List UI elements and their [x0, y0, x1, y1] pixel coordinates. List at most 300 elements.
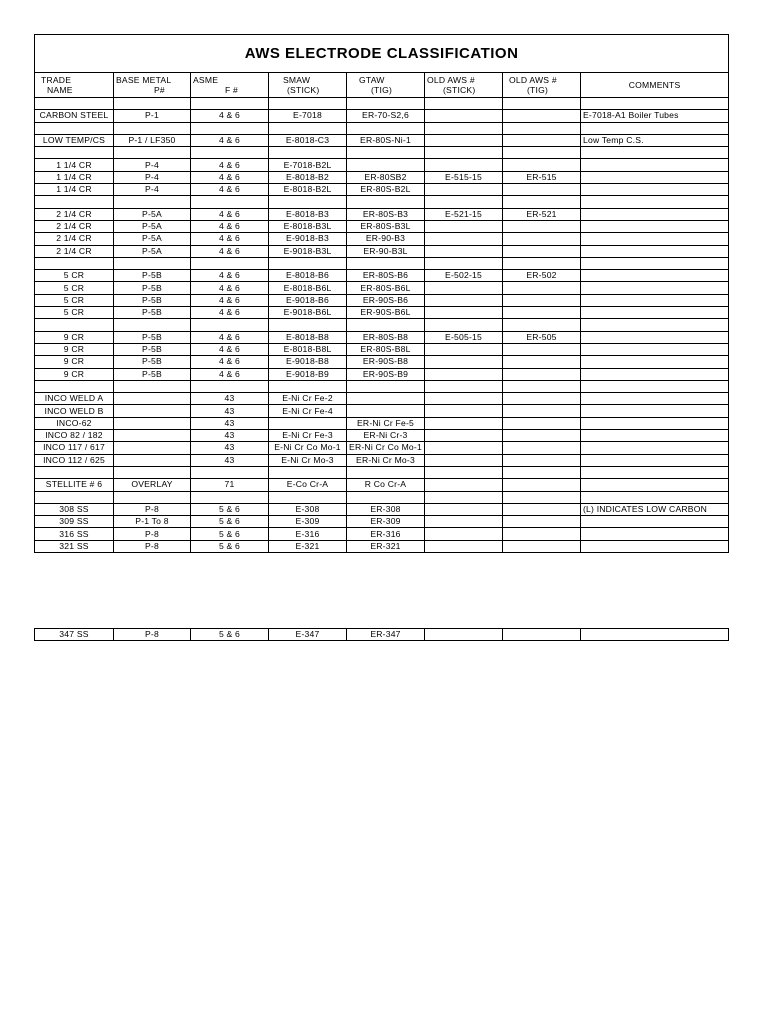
cell-trade-name: 5 CR	[35, 307, 114, 319]
cell-smaw	[269, 196, 347, 208]
cell-old-aws-stick	[425, 540, 503, 552]
cell-comments	[581, 466, 729, 478]
cell-old-aws-tig	[503, 516, 581, 528]
table-row	[35, 393, 729, 405]
table-row	[35, 122, 729, 134]
cell-base-metal	[114, 491, 191, 503]
cell-comments	[581, 491, 729, 503]
cell-comments	[581, 245, 729, 257]
table-row	[35, 270, 729, 282]
cell-asme: 5 & 6	[191, 528, 269, 540]
cell-comments	[581, 417, 729, 429]
cell-comments	[581, 343, 729, 355]
cell-smaw: E-Ni Cr Co Mo-1	[269, 442, 347, 454]
cell-trade-name: INCO-62	[35, 417, 114, 429]
cell-old-aws-stick	[425, 184, 503, 196]
cell-smaw	[269, 466, 347, 478]
cell-smaw: E-8018-B2	[269, 171, 347, 183]
cell-comments	[581, 208, 729, 220]
cell-base-metal	[114, 405, 191, 417]
cell-comments	[581, 331, 729, 343]
cell-asme: 5 & 6	[191, 516, 269, 528]
cell-gtaw: ER-80S-B6L	[347, 282, 425, 294]
cell-old-aws-tig: ER-502	[503, 270, 581, 282]
cell-comments	[581, 393, 729, 405]
cell-trade-name: INCO 82 / 182	[35, 430, 114, 442]
cell-comments	[581, 196, 729, 208]
cell-old-aws-tig	[503, 294, 581, 306]
cell-comments	[581, 442, 729, 454]
header-gtaw	[347, 73, 425, 98]
table-row	[35, 466, 729, 478]
cell-asme: 4 & 6	[191, 220, 269, 232]
table-row	[35, 245, 729, 257]
cell-old-aws-stick	[425, 479, 503, 491]
table-row	[35, 208, 729, 220]
cell-trade-name: INCO 112 / 625	[35, 454, 114, 466]
cell-old-aws-stick	[425, 98, 503, 110]
cell-old-aws-stick	[425, 454, 503, 466]
cell-old-aws-tig	[503, 98, 581, 110]
cell-base-metal	[114, 98, 191, 110]
cell-gtaw: ER-90S-B6	[347, 294, 425, 306]
cell-asme	[191, 380, 269, 392]
cell-gtaw	[347, 257, 425, 269]
cell-old-aws-stick	[425, 491, 503, 503]
table-row	[35, 171, 729, 183]
cell-gtaw: ER-80S-B3	[347, 208, 425, 220]
cell-gtaw	[347, 491, 425, 503]
cell-comments	[581, 430, 729, 442]
header-trade-name-line1: TRADE	[41, 74, 72, 85]
cell-base-metal: P-1 / LF350	[114, 134, 191, 146]
table-row	[35, 356, 729, 368]
table-row	[35, 331, 729, 343]
cell-old-aws-stick	[425, 528, 503, 540]
table-row	[35, 282, 729, 294]
cell-comments	[581, 122, 729, 134]
cell-base-metal: P-8	[114, 540, 191, 552]
cell-base-metal: P-4	[114, 184, 191, 196]
cell-gtaw: ER-347	[347, 629, 425, 641]
cell-old-aws-stick	[425, 405, 503, 417]
cell-old-aws-tig	[503, 629, 581, 641]
cell-asme: 43	[191, 442, 269, 454]
cell-smaw	[269, 257, 347, 269]
table-row	[35, 516, 729, 528]
cell-smaw	[269, 98, 347, 110]
cell-smaw: E-Ni Cr Fe-3	[269, 430, 347, 442]
electrode-table	[34, 34, 729, 553]
cell-gtaw: ER-80SB2	[347, 171, 425, 183]
cell-trade-name	[35, 466, 114, 478]
cell-gtaw	[347, 98, 425, 110]
cell-old-aws-stick	[425, 629, 503, 641]
cell-smaw: E-316	[269, 528, 347, 540]
cell-trade-name: 9 CR	[35, 368, 114, 380]
cell-old-aws-tig	[503, 184, 581, 196]
cell-gtaw: R Co Cr-A	[347, 479, 425, 491]
cell-smaw	[269, 122, 347, 134]
cell-old-aws-stick	[425, 343, 503, 355]
table-row	[35, 417, 729, 429]
cell-base-metal: P-4	[114, 159, 191, 171]
cell-trade-name: 1 1/4 CR	[35, 184, 114, 196]
cell-smaw: E-8018-B3	[269, 208, 347, 220]
cell-base-metal: P-5A	[114, 245, 191, 257]
cell-gtaw: ER-80S-B8L	[347, 343, 425, 355]
cell-smaw: E-309	[269, 516, 347, 528]
cell-comments	[581, 319, 729, 331]
cell-old-aws-tig	[503, 405, 581, 417]
cell-trade-name	[35, 257, 114, 269]
cell-trade-name	[35, 491, 114, 503]
cell-trade-name: INCO WELD A	[35, 393, 114, 405]
cell-gtaw: ER-90-B3	[347, 233, 425, 245]
cell-old-aws-stick	[425, 233, 503, 245]
cell-old-aws-tig: ER-515	[503, 171, 581, 183]
cell-asme	[191, 257, 269, 269]
cell-old-aws-stick	[425, 417, 503, 429]
cell-comments	[581, 171, 729, 183]
cell-old-aws-stick	[425, 356, 503, 368]
cell-old-aws-tig: ER-505	[503, 331, 581, 343]
cell-asme: 4 & 6	[191, 270, 269, 282]
cell-comments	[581, 368, 729, 380]
cell-asme	[191, 196, 269, 208]
cell-trade-name: 9 CR	[35, 356, 114, 368]
cell-old-aws-stick	[425, 282, 503, 294]
cell-smaw: E-9018-B3L	[269, 245, 347, 257]
cell-trade-name: 5 CR	[35, 282, 114, 294]
cell-base-metal: P-5B	[114, 356, 191, 368]
header-base-metal	[114, 73, 191, 98]
cell-old-aws-tig	[503, 257, 581, 269]
cell-asme: 4 & 6	[191, 282, 269, 294]
cell-old-aws-tig	[503, 503, 581, 515]
table-row	[35, 540, 729, 552]
cell-old-aws-tig	[503, 110, 581, 122]
table-row	[35, 159, 729, 171]
table-row	[35, 368, 729, 380]
table-row	[35, 343, 729, 355]
cell-trade-name: 5 CR	[35, 270, 114, 282]
cell-old-aws-tig	[503, 393, 581, 405]
cell-base-metal: P-5B	[114, 307, 191, 319]
cell-asme: 4 & 6	[191, 233, 269, 245]
cell-gtaw: ER-90S-B8	[347, 356, 425, 368]
cell-old-aws-stick	[425, 147, 503, 159]
cell-old-aws-tig	[503, 491, 581, 503]
cell-smaw: E-8018-B3L	[269, 220, 347, 232]
header-old-aws-stick-line2: (STICK)	[443, 85, 476, 95]
table-row	[35, 479, 729, 491]
cell-base-metal: P-8	[114, 503, 191, 515]
cell-base-metal: P-5B	[114, 331, 191, 343]
cell-base-metal: P-5B	[114, 282, 191, 294]
cell-old-aws-stick: E-505-15	[425, 331, 503, 343]
header-old-aws-tig	[503, 73, 581, 98]
cell-old-aws-stick	[425, 516, 503, 528]
table-row	[35, 220, 729, 232]
cell-asme: 43	[191, 405, 269, 417]
cell-asme: 4 & 6	[191, 343, 269, 355]
cell-comments	[581, 294, 729, 306]
header-smaw	[269, 73, 347, 98]
table-row	[35, 307, 729, 319]
table-row	[35, 528, 729, 540]
cell-smaw: E-347	[269, 629, 347, 641]
cell-base-metal	[114, 319, 191, 331]
cell-old-aws-tig	[503, 196, 581, 208]
cell-gtaw: ER-309	[347, 516, 425, 528]
header-old-aws-tig-line1: OLD AWS #	[509, 74, 557, 85]
cell-asme: 43	[191, 393, 269, 405]
header-old-aws-stick	[425, 73, 503, 98]
cell-asme	[191, 466, 269, 478]
cell-comments: E-7018-A1 Boiler Tubes	[581, 110, 729, 122]
cell-smaw: E-8018-C3	[269, 134, 347, 146]
cell-comments	[581, 540, 729, 552]
cell-trade-name: 308 SS	[35, 503, 114, 515]
cell-old-aws-tig	[503, 307, 581, 319]
cell-comments	[581, 516, 729, 528]
cell-old-aws-tig	[503, 245, 581, 257]
cell-gtaw: ER-80S-Ni-1	[347, 134, 425, 146]
cell-asme: 4 & 6	[191, 159, 269, 171]
cell-comments	[581, 454, 729, 466]
cell-old-aws-stick	[425, 294, 503, 306]
cell-trade-name	[35, 147, 114, 159]
header-smaw-line1: SMAW	[283, 74, 311, 85]
cell-base-metal: P-5B	[114, 368, 191, 380]
cell-trade-name	[35, 196, 114, 208]
title-row	[35, 35, 729, 73]
header-trade-name	[35, 73, 114, 98]
cell-gtaw: ER-308	[347, 503, 425, 515]
cell-comments	[581, 147, 729, 159]
header-row	[35, 73, 729, 98]
cell-old-aws-stick	[425, 257, 503, 269]
table-row	[35, 134, 729, 146]
cell-base-metal: P-5B	[114, 294, 191, 306]
cell-old-aws-stick	[425, 245, 503, 257]
cell-smaw: E-321	[269, 540, 347, 552]
cell-comments	[581, 184, 729, 196]
cell-base-metal	[114, 454, 191, 466]
cell-asme: 71	[191, 479, 269, 491]
cell-smaw: E-7018-B2L	[269, 159, 347, 171]
cell-trade-name	[35, 98, 114, 110]
cell-trade-name: 2 1/4 CR	[35, 208, 114, 220]
cell-gtaw	[347, 319, 425, 331]
cell-gtaw: ER-90S-B6L	[347, 307, 425, 319]
cell-asme: 5 & 6	[191, 629, 269, 641]
cell-gtaw: ER-80S-B2L	[347, 184, 425, 196]
cell-old-aws-tig	[503, 282, 581, 294]
table-row	[35, 380, 729, 392]
cell-smaw: E-Co Cr-A	[269, 479, 347, 491]
cell-old-aws-stick	[425, 466, 503, 478]
cell-asme: 4 & 6	[191, 110, 269, 122]
cell-gtaw	[347, 393, 425, 405]
header-gtaw-line1: GTAW	[359, 74, 385, 85]
cell-smaw: E-8018-B8L	[269, 343, 347, 355]
header-old-aws-tig-line2: (TIG)	[527, 85, 549, 95]
header-asme-line2: F #	[225, 85, 239, 95]
cell-old-aws-stick	[425, 134, 503, 146]
table-row	[35, 442, 729, 454]
cell-asme: 5 & 6	[191, 540, 269, 552]
cell-gtaw: ER-70-S2,6	[347, 110, 425, 122]
cell-base-metal	[114, 257, 191, 269]
cell-asme	[191, 147, 269, 159]
cell-base-metal: P-8	[114, 629, 191, 641]
cell-asme	[191, 122, 269, 134]
cell-comments	[581, 159, 729, 171]
cell-old-aws-stick	[425, 110, 503, 122]
cell-smaw	[269, 417, 347, 429]
cell-smaw: E-8018-B6L	[269, 282, 347, 294]
cell-base-metal: P-5A	[114, 220, 191, 232]
cell-asme: 4 & 6	[191, 331, 269, 343]
cell-base-metal	[114, 122, 191, 134]
cell-base-metal: P-5B	[114, 343, 191, 355]
cell-old-aws-stick	[425, 503, 503, 515]
cell-trade-name: 347 SS	[35, 629, 114, 641]
cell-comments	[581, 282, 729, 294]
cell-comments	[581, 629, 729, 641]
cell-trade-name: 321 SS	[35, 540, 114, 552]
cell-trade-name: 309 SS	[35, 516, 114, 528]
cell-smaw: E-308	[269, 503, 347, 515]
cell-old-aws-tig	[503, 147, 581, 159]
cell-smaw: E-Ni Cr Mo-3	[269, 454, 347, 466]
cell-comments	[581, 257, 729, 269]
cell-base-metal: P-5B	[114, 270, 191, 282]
cell-base-metal	[114, 380, 191, 392]
cell-trade-name	[35, 380, 114, 392]
cell-base-metal: P-5A	[114, 208, 191, 220]
cell-asme: 4 & 6	[191, 356, 269, 368]
table-row	[35, 233, 729, 245]
cell-asme: 43	[191, 417, 269, 429]
cell-old-aws-tig	[503, 319, 581, 331]
cell-gtaw: ER-Ni Cr Fe-5	[347, 417, 425, 429]
cell-asme: 5 & 6	[191, 503, 269, 515]
cell-old-aws-stick	[425, 307, 503, 319]
cell-smaw	[269, 491, 347, 503]
table-row	[35, 294, 729, 306]
header-gtaw-line2: (TIG)	[371, 85, 393, 95]
cell-asme: 43	[191, 454, 269, 466]
cell-old-aws-tig	[503, 233, 581, 245]
cell-base-metal	[114, 147, 191, 159]
cell-old-aws-tig	[503, 466, 581, 478]
cell-base-metal: OVERLAY	[114, 479, 191, 491]
cell-old-aws-stick	[425, 430, 503, 442]
cell-trade-name: CARBON STEEL	[35, 110, 114, 122]
cell-asme: 4 & 6	[191, 184, 269, 196]
cell-comments	[581, 233, 729, 245]
table-row	[35, 257, 729, 269]
cell-comments	[581, 479, 729, 491]
header-old-aws-stick-line1: OLD AWS #	[427, 74, 475, 85]
cell-old-aws-tig	[503, 540, 581, 552]
cell-comments	[581, 98, 729, 110]
cell-comments	[581, 528, 729, 540]
cell-gtaw: ER-90S-B9	[347, 368, 425, 380]
cell-smaw: E-9018-B3	[269, 233, 347, 245]
cell-old-aws-stick	[425, 319, 503, 331]
cell-smaw: E-9018-B9	[269, 368, 347, 380]
cell-trade-name: 2 1/4 CR	[35, 245, 114, 257]
cell-smaw: E-9018-B8	[269, 356, 347, 368]
cell-asme: 4 & 6	[191, 307, 269, 319]
cell-old-aws-tig	[503, 442, 581, 454]
table-row	[35, 196, 729, 208]
cell-gtaw	[347, 196, 425, 208]
cell-comments	[581, 380, 729, 392]
cell-old-aws-tig	[503, 122, 581, 134]
cell-old-aws-tig	[503, 417, 581, 429]
table-row	[35, 319, 729, 331]
cell-asme: 4 & 6	[191, 134, 269, 146]
table-row	[35, 110, 729, 122]
cell-gtaw: ER-90-B3L	[347, 245, 425, 257]
cell-old-aws-tig	[503, 380, 581, 392]
cell-old-aws-stick	[425, 442, 503, 454]
cell-trade-name: INCO 117 / 617	[35, 442, 114, 454]
cell-asme: 4 & 6	[191, 368, 269, 380]
cell-gtaw: ER-80S-B3L	[347, 220, 425, 232]
cell-base-metal: P-1 To 8	[114, 516, 191, 528]
cell-asme	[191, 491, 269, 503]
cell-comments: Low Temp C.S.	[581, 134, 729, 146]
cell-trade-name: 1 1/4 CR	[35, 171, 114, 183]
cell-asme	[191, 98, 269, 110]
cell-smaw: E-9018-B6L	[269, 307, 347, 319]
cell-trade-name: 2 1/4 CR	[35, 220, 114, 232]
cell-smaw: E-Ni Cr Fe-4	[269, 405, 347, 417]
cell-comments	[581, 356, 729, 368]
table-row	[35, 147, 729, 159]
cell-base-metal	[114, 196, 191, 208]
table-title: AWS ELECTRODE CLASSIFICATION	[35, 35, 729, 73]
cell-asme: 4 & 6	[191, 171, 269, 183]
cell-old-aws-tig	[503, 220, 581, 232]
cell-old-aws-stick	[425, 368, 503, 380]
cell-old-aws-tig	[503, 159, 581, 171]
cell-old-aws-stick	[425, 380, 503, 392]
cell-gtaw	[347, 380, 425, 392]
cell-old-aws-tig	[503, 134, 581, 146]
cell-base-metal	[114, 466, 191, 478]
header-smaw-line2: (STICK)	[287, 85, 320, 95]
cell-base-metal: P-4	[114, 171, 191, 183]
cell-smaw: E-Ni Cr Fe-2	[269, 393, 347, 405]
cell-trade-name	[35, 122, 114, 134]
cell-old-aws-stick: E-521-15	[425, 208, 503, 220]
cell-smaw: E-9018-B6	[269, 294, 347, 306]
cell-comments	[581, 220, 729, 232]
cell-comments	[581, 405, 729, 417]
cell-trade-name: INCO WELD B	[35, 405, 114, 417]
cell-gtaw: ER-321	[347, 540, 425, 552]
cell-gtaw: ER-80S-B8	[347, 331, 425, 343]
cell-trade-name: STELLITE # 6	[35, 479, 114, 491]
cell-old-aws-tig	[503, 479, 581, 491]
